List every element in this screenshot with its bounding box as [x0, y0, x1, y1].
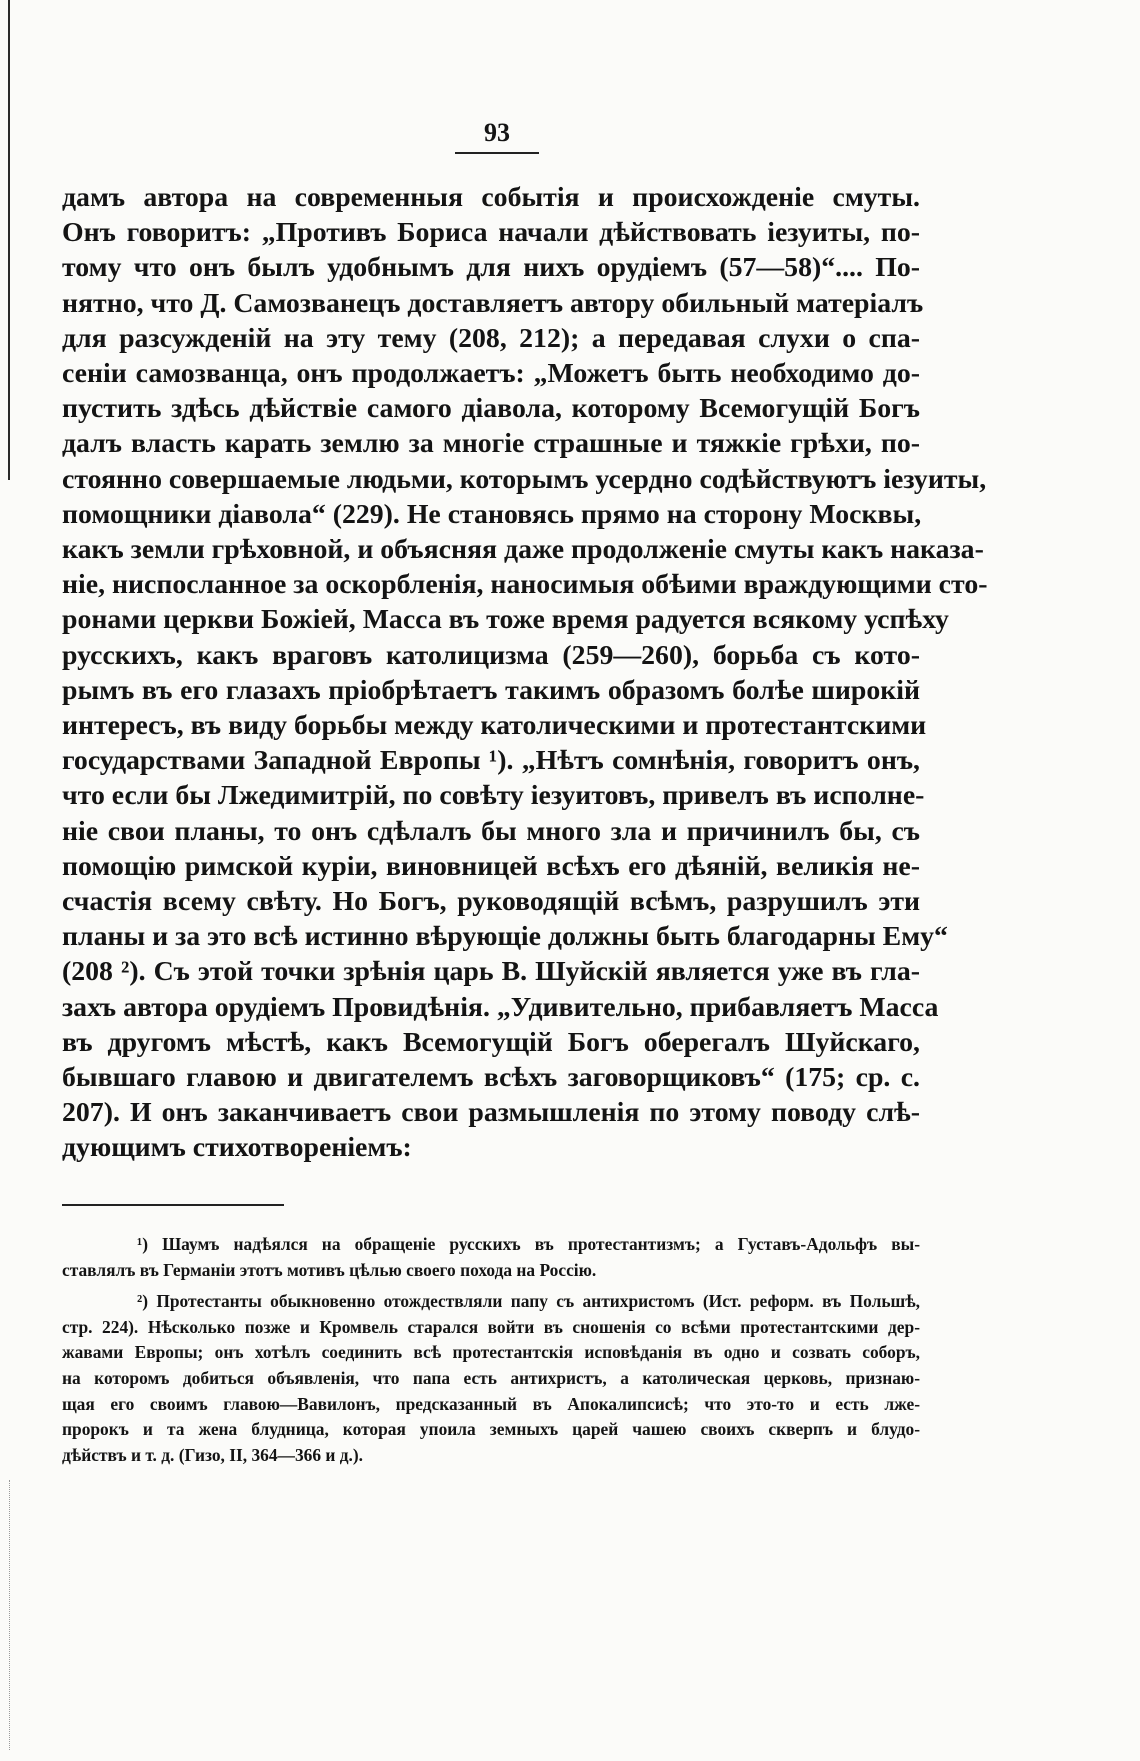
text-line: захъ автора орудіемъ Провидѣнія. „Удивительно, прибавляетъ Масса: [62, 991, 939, 1023]
text-line: въ другомъ мѣстѣ, какъ Всемогущій Богъ оберегалъ Шуйскаго,: [62, 1026, 920, 1058]
text-line: 207). И онъ заканчиваетъ свои размышленія по этому поводу слѣ-: [62, 1097, 920, 1129]
footnote-line: пророкъ и та жена блудница, которая упоила земныхъ царей чашею своихъ скверпъ и блудо-: [62, 1419, 920, 1440]
text-line: ронами церкви Божіей, Масса въ тоже время радуется всякому успѣху: [62, 604, 949, 636]
text-line: (208 ²). Съ этой точки зрѣнія царь В. Шуйскій является уже въ гла-: [62, 956, 920, 988]
text-line: сеніи самозванца, онъ продолжаетъ: „Можетъ быть необходимо до-: [62, 358, 920, 390]
text-line: дамъ автора на современныя событія и происхожденіе смуты.: [62, 182, 920, 213]
text-line: государствами Западной Европы ¹). „Нѣтъ сомнѣнія, говоритъ онъ,: [62, 745, 920, 777]
footnote-line: ставлялъ въ Германіи этотъ мотивъ цѣлью своего похода на Россію.: [62, 1259, 597, 1280]
text-line: интересъ, въ виду борьбы между католическими и протестантскими: [62, 710, 927, 742]
footnote-1: [62, 1232, 920, 1283]
footnote-line: стр. 224). Нѣсколько позже и Кромвель старался войти въ сношенія со всѣми протестантскими дер-: [62, 1316, 920, 1337]
text-line: что если бы Лжедимитрій, по совѣту іезуитовъ, привелъ въ исполне-: [62, 780, 925, 812]
text-line: русскихъ, какъ враговъ католицизма (259—260), борьба съ кото-: [62, 639, 920, 671]
text-line: нятно, что Д. Самозванецъ доставляетъ автору обильный матеріалъ: [62, 287, 924, 319]
text-line: дующимъ стихотвореніемъ:: [62, 1132, 412, 1164]
footnote-line: ¹) Шаумъ надѣялся на обращеніе русскихъ въ протестантизмъ; а Густавъ-Адольфъ вы-: [137, 1234, 920, 1254]
text-line: для разсужденій на эту тему (208, 212); а передавая слухи о спа-: [62, 322, 920, 354]
text-line: бывшаго главою и двигателемъ всѣхъ заговорщиковъ“ (175; ср. с.: [62, 1062, 920, 1094]
footnote-2: [62, 1289, 920, 1468]
text-line: стоянно совершаемые людьми, которымъ усердно содѣйствуютъ іезуиты,: [62, 463, 987, 495]
text-line: пустить здѣсь дѣйствіе самого діавола, которому Всемогущій Богъ: [62, 393, 920, 425]
text-line: далъ власть карать землю за многіе страшные и тяжкіе грѣхи, по-: [62, 428, 920, 460]
page-number: 93: [455, 118, 539, 154]
footnote-line: ²) Протестанты обыкновенно отождествляли папу съ антихристомъ (Ист. реформ. въ Польшѣ,: [137, 1291, 920, 1312]
footnote-line: щая его своимъ главою—Вавилонъ, предсказанный въ Апокалипсисѣ; что это-то и есть лже-: [62, 1393, 920, 1414]
text-line: счастія всему свѣту. Но Богъ, руководящій всѣмъ, разрушилъ эти: [62, 886, 920, 918]
main-text: [62, 180, 988, 1166]
text-line: помощію римской куріи, виновницей всѣхъ его дѣяній, великія не-: [62, 850, 920, 882]
text-line: Онъ говоритъ: „Противъ Бориса начали дѣйствовать іезуиты, по-: [62, 217, 920, 249]
text-line: планы и за это всѣ истинно вѣрующіе должны быть благодарны Ему“: [62, 921, 948, 953]
text-line: помощники діавола“ (229). Не становясь прямо на сторону Москвы,: [62, 498, 922, 530]
text-line: ніе свои планы, то онъ сдѣлалъ бы много зла и причинилъ бы, съ: [62, 815, 920, 847]
binding-edge-dots: [9, 1480, 11, 1750]
binding-edge-line: [8, 0, 10, 480]
footnote-rule: [62, 1204, 284, 1206]
text-line: тому что онъ былъ удобнымъ для нихъ орудіемъ (57—58)“.... По-: [62, 252, 920, 284]
text-line: какъ земли грѣховной, и объясняя даже продолженіе смуты какъ наказа-: [62, 534, 984, 566]
footnote-line: на которомъ добиться объявленія, что папа есть антихристъ, а католическая церковь, признаю-: [62, 1367, 920, 1388]
text-line: рымъ въ его глазахъ пріобрѣтаетъ такимъ образомъ болѣе широкій: [62, 674, 920, 706]
footnote-line: дѣйствъ и т. д. (Гизо, II, 364—366 и д.).: [62, 1444, 364, 1465]
footnote-line: жавами Европы; онъ хотѣлъ соединить всѣ протестантскія исповѣданія въ одно и созвать соборъ,: [62, 1342, 920, 1363]
text-line: ніе, ниспосланное за оскорбленія, наносимыя обѣими враждующими сто-: [62, 569, 988, 601]
footnotes: [62, 1232, 920, 1474]
